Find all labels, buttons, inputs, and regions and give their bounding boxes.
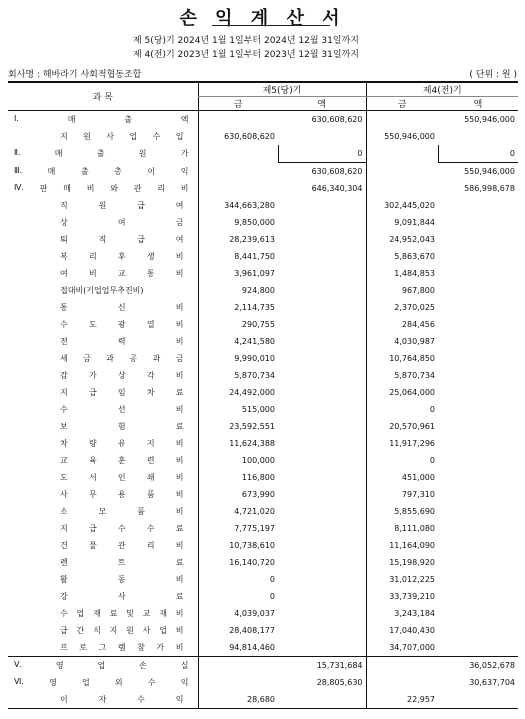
header-current-period: 제5(당)기 — [198, 82, 366, 97]
current-total-cell — [278, 367, 366, 384]
account-label: 지 원 사 업 수 입 — [60, 132, 184, 141]
account-label: Ⅵ. 영 업 외 수 익 — [14, 677, 189, 687]
current-amount-cell: 924,800 — [198, 282, 278, 299]
current-amount-cell: 100,000 — [198, 452, 278, 469]
previous-amount-cell: 20,570,961 — [366, 418, 438, 435]
previous-total-cell — [438, 128, 518, 145]
current-amount-cell: 4,241,580 — [198, 333, 278, 350]
current-amount-cell: 673,990 — [198, 486, 278, 503]
account-label: 수 선 비 — [60, 405, 184, 414]
account-label: Ⅱ. 매 출 원 가 — [14, 148, 189, 159]
account-label: 지 급 수 수 료 — [60, 524, 184, 533]
document-title: 손 익 계 산 서 — [179, 8, 346, 29]
current-total-cell: 630,608,620 — [311, 115, 363, 124]
previous-total-cell — [438, 520, 518, 537]
previous-amount-cell: 34,707,000 — [366, 639, 438, 657]
previous-total-cell: 550,946,000 — [464, 115, 515, 124]
table-row — [8, 333, 518, 350]
table-row — [8, 350, 518, 367]
current-amount-cell — [198, 163, 278, 181]
previous-amount-cell: 11,164,090 — [366, 537, 438, 554]
current-total-cell — [278, 571, 366, 588]
current-total-cell — [278, 691, 366, 709]
account-label: 세 금 과 공 과 금 — [60, 354, 184, 363]
account-label: 접대비(기업업무추진비) — [60, 286, 144, 295]
current-amount-cell: 10,738,610 — [198, 537, 278, 554]
current-total-cell — [278, 214, 366, 231]
company-name: 회사명 : 해바라기 사회적협동조합 — [8, 70, 142, 80]
current-amount-cell — [198, 111, 278, 129]
previous-total-cell — [438, 367, 518, 384]
previous-amount-cell: 1,484,853 — [366, 265, 438, 282]
table-row — [8, 674, 518, 691]
current-total-cell — [278, 197, 366, 214]
previous-amount-cell: 17,040,430 — [366, 622, 438, 639]
current-amount-cell: 5,870,734 — [198, 367, 278, 384]
table-row — [8, 588, 518, 605]
previous-total-cell — [438, 197, 518, 214]
account-label: 프 로 그 램 참 가 비 — [60, 643, 184, 652]
previous-total-cell — [438, 469, 518, 486]
previous-total-cell: 0 — [438, 145, 518, 163]
previous-total-cell — [438, 418, 518, 435]
table-row — [8, 639, 518, 657]
current-amount-cell: 0 — [198, 588, 278, 605]
previous-amount-cell: 3,243,184 — [366, 605, 438, 622]
current-total-cell — [278, 554, 366, 571]
account-label: 활 동 비 — [60, 575, 184, 584]
current-total-cell: 646,340,304 — [311, 184, 363, 193]
table-row — [8, 265, 518, 282]
account-label: 상 여 금 — [60, 218, 184, 227]
table-row — [8, 384, 518, 401]
account-label: 수 도 광 열 비 — [60, 320, 184, 329]
current-amount-cell — [198, 180, 278, 197]
previous-total-cell — [438, 214, 518, 231]
table-row — [8, 282, 518, 299]
current-amount-cell: 4,039,037 — [198, 605, 278, 622]
table-row — [8, 520, 518, 537]
current-total-cell — [278, 537, 366, 554]
previous-amount-cell — [366, 180, 438, 197]
previous-amount-cell: 9,091,844 — [366, 214, 438, 231]
current-total-cell — [278, 333, 366, 350]
account-label: 도 서 인 쇄 비 — [60, 473, 184, 482]
previous-total-cell — [438, 452, 518, 469]
current-total-cell — [278, 248, 366, 265]
previous-total-cell — [438, 691, 518, 709]
current-amount-cell: 11,624,388 — [198, 435, 278, 452]
account-label: 강 사 료 — [60, 592, 184, 601]
current-amount-cell: 28,680 — [198, 691, 278, 709]
previous-amount-cell: 24,952,043 — [366, 231, 438, 248]
previous-total-cell — [438, 486, 518, 503]
table-row — [8, 435, 518, 452]
previous-amount-cell: 2,370,025 — [366, 299, 438, 316]
account-label: Ⅴ. 영 업 손 실 — [8, 657, 198, 675]
previous-total-cell — [438, 537, 518, 554]
current-total-cell — [278, 452, 366, 469]
previous-total-cell — [438, 265, 518, 282]
previous-total-cell — [438, 605, 518, 622]
current-amount-cell: 8,441,750 — [198, 248, 278, 265]
current-period-range: 제 5(당)기 2024년 1월 1일부터 2024년 12월 31일까지 — [133, 36, 359, 46]
previous-amount-cell: 5,855,690 — [366, 503, 438, 520]
table-row — [8, 537, 518, 554]
previous-amount-cell — [366, 163, 438, 181]
account-label: 지 급 임 차 료 — [60, 388, 184, 397]
previous-amount-cell: 0 — [366, 452, 438, 469]
account-label: 퇴 직 급 여 — [60, 235, 184, 244]
previous-amount-cell: 284,456 — [366, 316, 438, 333]
current-amount-cell: 290,755 — [198, 316, 278, 333]
previous-amount-cell: 0 — [366, 401, 438, 418]
previous-amount-cell: 797,310 — [366, 486, 438, 503]
previous-total-cell — [438, 503, 518, 520]
current-amount-cell: 630,608,620 — [198, 128, 278, 145]
previous-total-cell — [438, 333, 518, 350]
current-total-cell — [278, 622, 366, 639]
current-total-cell — [278, 639, 366, 657]
account-label: 이 자 수 익 — [60, 695, 184, 704]
current-amount-cell — [198, 657, 278, 675]
previous-amount-cell — [366, 145, 438, 163]
table-row — [8, 197, 518, 214]
previous-amount-cell: 451,000 — [366, 469, 438, 486]
account-label: 교 육 훈 련 비 — [60, 456, 184, 465]
table-row — [8, 605, 518, 622]
previous-amount-cell: 25,064,000 — [366, 384, 438, 401]
table-row — [8, 111, 518, 129]
table-row — [8, 128, 518, 145]
table-row — [8, 248, 518, 265]
previous-amount-cell — [366, 657, 438, 675]
account-label: 직 원 급 여 — [60, 201, 184, 210]
current-amount-cell: 24,492,000 — [198, 384, 278, 401]
current-amount-cell: 28,239,613 — [198, 231, 278, 248]
current-total-cell: 630,608,620 — [311, 167, 363, 176]
table-row — [8, 299, 518, 316]
account-label: 렌 트 료 — [60, 558, 184, 567]
previous-total-cell: 550,946,000 — [464, 167, 515, 176]
table-row — [8, 622, 518, 639]
current-amount-cell: 4,721,020 — [198, 503, 278, 520]
previous-total-cell — [438, 639, 518, 657]
current-total-cell: 28,805,630 — [316, 678, 363, 687]
previous-amount-cell: 4,030,987 — [366, 333, 438, 350]
current-amount-cell: 23,592,551 — [198, 418, 278, 435]
current-total-cell — [278, 486, 366, 503]
current-amount-cell: 3,961,097 — [198, 265, 278, 282]
current-amount-cell: 2,114,735 — [198, 299, 278, 316]
table-row — [8, 503, 518, 520]
income-statement-table — [8, 81, 518, 709]
table-row — [8, 316, 518, 333]
previous-amount-cell: 10,764,850 — [366, 350, 438, 367]
previous-amount-cell: 550,946,000 — [366, 128, 438, 145]
previous-amount-cell — [366, 674, 438, 691]
previous-amount-cell: 22,957 — [366, 691, 438, 709]
current-amount-cell: 116,800 — [198, 469, 278, 486]
current-amount-cell: 0 — [198, 571, 278, 588]
current-amount-cell: 16,140,720 — [198, 554, 278, 571]
current-amount-cell: 94,814,460 — [198, 639, 278, 657]
account-label: 보 험 료 — [60, 422, 184, 431]
account-label: 복 리 후 생 비 — [60, 252, 184, 261]
previous-total-cell — [438, 282, 518, 299]
account-label: 여 비 교 통 비 — [60, 269, 184, 278]
table-row — [8, 657, 518, 675]
previous-total-cell — [438, 435, 518, 452]
account-label: 소 모 품 비 — [60, 507, 184, 516]
table-row — [8, 691, 518, 709]
account-label: 통 신 비 — [60, 303, 184, 312]
statement-rows — [8, 111, 518, 709]
previous-total-cell: 586,998,678 — [464, 184, 515, 193]
header-previous-sum: 액 — [438, 97, 518, 111]
account-label: 급 간 식 지 원 사 업 비 — [60, 626, 184, 635]
previous-total-cell — [438, 588, 518, 605]
previous-amount-cell: 967,800 — [366, 282, 438, 299]
previous-total-cell — [438, 384, 518, 401]
table-row — [8, 214, 518, 231]
current-total-cell — [278, 588, 366, 605]
account-label: Ⅳ. 판 매 비 와 관 리 비 — [14, 183, 189, 193]
current-total-cell — [278, 605, 366, 622]
previous-total-cell — [438, 622, 518, 639]
previous-total-cell — [438, 554, 518, 571]
current-total-cell — [278, 520, 366, 537]
previous-amount-cell: 5,870,734 — [366, 367, 438, 384]
current-total-cell — [278, 401, 366, 418]
previous-amount-cell: 302,445,020 — [366, 197, 438, 214]
previous-amount-cell: 5,863,670 — [366, 248, 438, 265]
table-row — [8, 231, 518, 248]
title-underline — [212, 25, 330, 26]
previous-total-cell — [438, 401, 518, 418]
table-row — [8, 452, 518, 469]
previous-total-cell: 30,637,704 — [469, 678, 515, 687]
table-row — [8, 180, 518, 197]
current-total-cell — [278, 128, 366, 145]
current-amount-cell: 344,663,280 — [198, 197, 278, 214]
account-label: Ⅰ. 매 출 액 — [14, 114, 189, 124]
account-label: 건 물 관 리 비 — [60, 541, 184, 550]
current-total-cell — [278, 299, 366, 316]
current-total-cell — [278, 384, 366, 401]
previous-total-cell — [438, 248, 518, 265]
table-row — [8, 145, 518, 163]
previous-total-cell: 36,052,678 — [438, 657, 518, 675]
table-row — [8, 367, 518, 384]
account-label: Ⅲ. 매 출 총 이 익 — [14, 165, 189, 176]
current-total-cell: 0 — [278, 145, 366, 163]
header-account: 과 목 — [8, 82, 198, 111]
current-total-cell — [278, 231, 366, 248]
table-row — [8, 469, 518, 486]
current-total-cell — [278, 435, 366, 452]
previous-total-cell — [438, 350, 518, 367]
current-amount-cell: 28,408,177 — [198, 622, 278, 639]
previous-total-cell — [438, 299, 518, 316]
header-current-sum: 액 — [278, 97, 366, 111]
header-previous-amount: 금 — [366, 97, 438, 111]
account-label: 차 량 유 지 비 — [60, 439, 184, 448]
current-total-cell — [278, 503, 366, 520]
table-row — [8, 163, 518, 181]
table-row — [8, 571, 518, 588]
table-row — [8, 554, 518, 571]
previous-total-cell — [438, 571, 518, 588]
current-amount-cell: 9,850,000 — [198, 214, 278, 231]
current-total-cell — [278, 316, 366, 333]
previous-amount-cell: 11,917,296 — [366, 435, 438, 452]
current-amount-cell: 515,000 — [198, 401, 278, 418]
previous-total-cell — [438, 231, 518, 248]
account-label: 사 무 용 품 비 — [60, 490, 184, 499]
table-row — [8, 418, 518, 435]
unit-label: ( 단위 : 원 ) — [469, 70, 517, 80]
account-label: 전 력 비 — [60, 337, 184, 346]
previous-total-cell — [438, 316, 518, 333]
current-total-cell: 15,731,684 — [278, 657, 366, 675]
account-label: 감 가 상 각 비 — [60, 371, 184, 380]
header-previous-period: 제4(전)기 — [366, 82, 518, 97]
current-amount-cell: 9,990,010 — [198, 350, 278, 367]
previous-amount-cell: 31,012,225 — [366, 571, 438, 588]
account-label: 수 업 재 료 및 교 재 비 — [60, 609, 184, 618]
table-row — [8, 401, 518, 418]
previous-amount-cell: 33,739,210 — [366, 588, 438, 605]
current-total-cell — [278, 265, 366, 282]
current-amount-cell: 7,775,197 — [198, 520, 278, 537]
current-amount-cell — [198, 674, 278, 691]
current-total-cell — [278, 282, 366, 299]
header-current-amount: 금 — [198, 97, 278, 111]
previous-amount-cell: 15,198,920 — [366, 554, 438, 571]
current-total-cell — [278, 418, 366, 435]
previous-amount-cell — [366, 111, 438, 129]
current-total-cell — [278, 350, 366, 367]
current-amount-cell — [198, 145, 278, 163]
current-total-cell — [278, 469, 366, 486]
table-row — [8, 486, 518, 503]
previous-period-range: 제 4(전)기 2023년 1월 1일부터 2023년 12월 31일까지 — [133, 50, 359, 60]
previous-amount-cell: 8,111,080 — [366, 520, 438, 537]
